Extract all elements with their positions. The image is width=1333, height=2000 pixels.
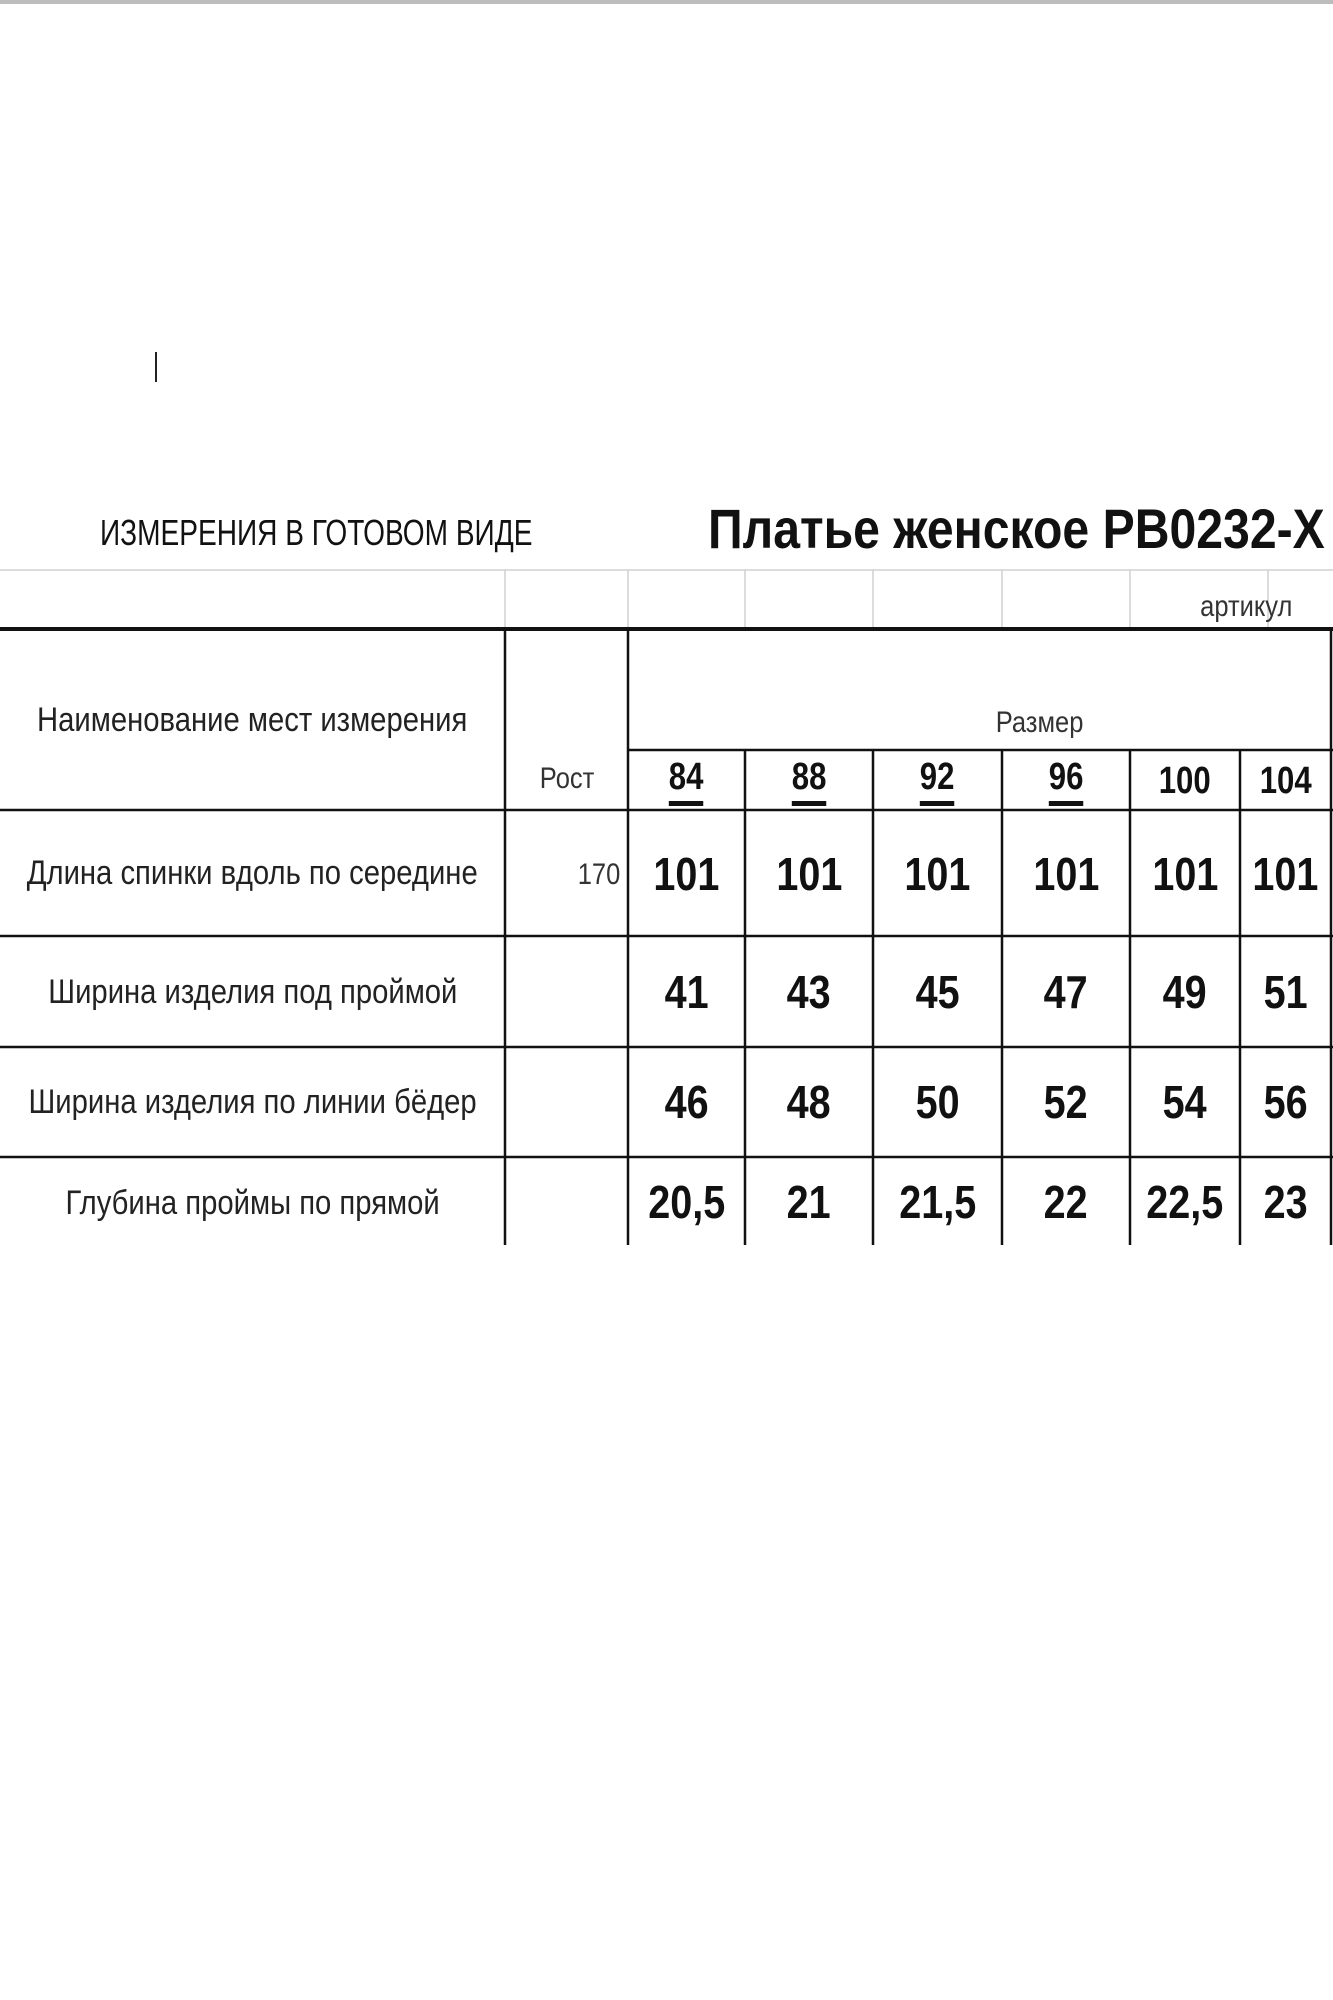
table-cell: 22,5	[1146, 1176, 1224, 1228]
table-cell: 56	[1263, 1076, 1308, 1128]
table-cell: 51	[1263, 966, 1308, 1018]
height-column-header: Рост	[539, 762, 595, 795]
table-cell: 21,5	[899, 1176, 976, 1228]
size-group-header: Размер	[995, 706, 1084, 739]
row-label-armhole-depth: Глубина проймы по прямой	[65, 1183, 440, 1222]
table-cell: 43	[786, 966, 831, 1018]
table-cell: 20,5	[648, 1176, 725, 1228]
size-header-104: 104	[1259, 759, 1312, 802]
name-column-header: Наименование мест измерения	[37, 700, 468, 739]
row-label-hip-width: Ширина изделия по линии бёдер	[28, 1082, 477, 1121]
table-cell: 50	[915, 1076, 960, 1128]
size-header-92: 92	[873, 752, 1002, 810]
article-label: артикул	[1200, 590, 1293, 623]
product-title: Платье женское РВ0232-Х	[708, 497, 1325, 560]
table-cell: 101	[1151, 848, 1219, 900]
table-cell: 46	[664, 1076, 709, 1128]
size-header-88: 88	[745, 752, 873, 810]
table-cell: 101	[1032, 848, 1100, 900]
table-cell: 47	[1043, 966, 1088, 1018]
table-cell: 54	[1162, 1076, 1207, 1128]
table-cell: 101	[904, 848, 971, 900]
size-header-96: 96	[1002, 752, 1130, 810]
table-cell: 21	[786, 1176, 831, 1228]
size-header-100: 100	[1159, 759, 1211, 802]
row-height-value: 170	[577, 858, 621, 891]
row-label-width-under-armhole: Ширина изделия под проймой	[47, 972, 458, 1011]
table-cell: 23	[1263, 1176, 1308, 1228]
table-cell: 22	[1043, 1176, 1088, 1228]
row-label-back-length: Длина спинки вдоль по середине	[26, 853, 479, 892]
table-cell: 52	[1043, 1076, 1088, 1128]
table-cell: 101	[775, 848, 843, 900]
table-cell: 49	[1162, 966, 1207, 1018]
measurements-heading: ИЗМЕРЕНИЯ В ГОТОВОМ ВИДЕ	[100, 512, 533, 553]
table-cell: 101	[653, 848, 720, 900]
table-cell: 41	[664, 966, 709, 1018]
table-cell: 45	[915, 966, 960, 1018]
table-cell: 48	[786, 1076, 831, 1128]
size-header-84: 84	[628, 752, 745, 810]
table-cell: 101	[1252, 848, 1319, 900]
